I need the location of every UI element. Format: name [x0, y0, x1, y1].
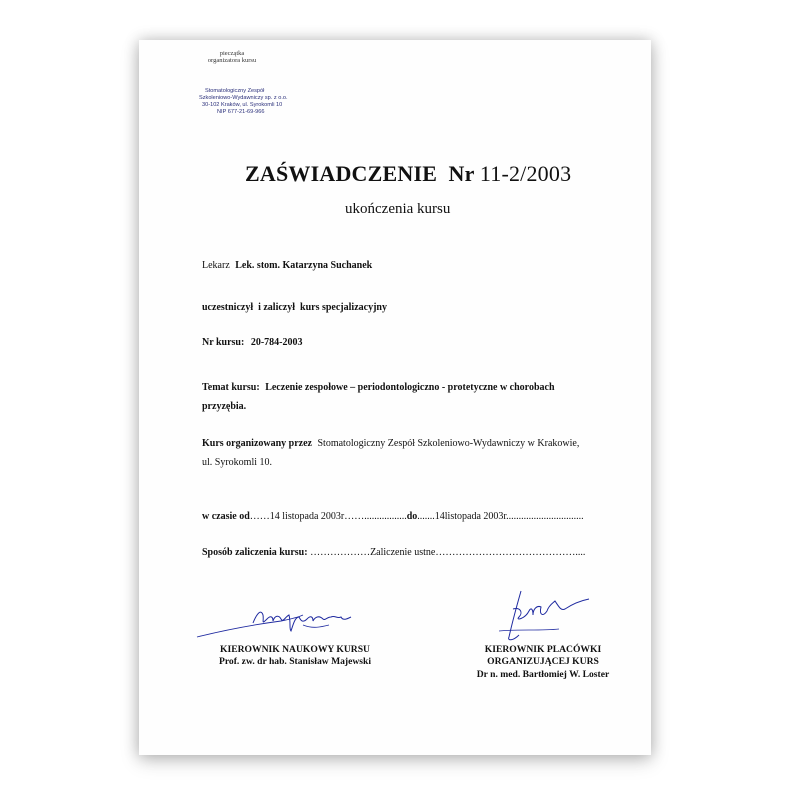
course-period-line [202, 511, 584, 522]
completion-value: Zaliczenie ustne [370, 547, 436, 558]
certificate-page [139, 40, 651, 755]
period-end-date: 14listopada 2003r [434, 511, 507, 522]
course-topic-line1: Leczenie zespołowe – periodontologiczno - protetyczne w chorobach [265, 382, 555, 393]
course-number-label: Nr kursu: [202, 337, 245, 348]
right-signatory-name: Dr n. med. Bartłomiej W. Loster [476, 668, 610, 680]
stamp-line: Stomatologiczny Zespół [205, 88, 265, 94]
left-signatory-name: Prof. zw. dr hab. Stanisław Majewski [218, 656, 372, 668]
stamp-hint-line: organizatora kursu [207, 57, 257, 65]
completion-dots: ……………… [310, 547, 371, 558]
organizer-label: Kurs organizowany przez [202, 438, 312, 449]
recipient-prefix: Lekarz [202, 260, 230, 271]
left-signature [191, 595, 391, 645]
period-dots: ....... [417, 511, 435, 522]
course-number-line [202, 337, 303, 348]
left-signatory [195, 644, 395, 669]
document-subtitle: ukończenia kursu [345, 201, 451, 217]
stamp-line: NIP 677-21-69-966 [217, 109, 265, 116]
stamp-hint [187, 50, 277, 65]
recipient-line [202, 260, 372, 271]
right-signatory-title: ORGANIZUJĄCEJ KURS [487, 656, 599, 668]
period-label: w czasie od [202, 511, 250, 522]
organizer-line2: ul. Syrokomli 10. [202, 457, 273, 468]
company-stamp [199, 88, 288, 117]
stamp-line: 30-102 Kraków, ul. Syrokomli 10 [202, 102, 283, 109]
period-start-date: 14 listopada 2003r [269, 511, 345, 522]
stamp-line: Szkoleniowo-Wydawniczy sp. z o.o. [199, 95, 288, 102]
course-topic [202, 378, 555, 416]
left-signatory-title: KIEROWNIK NAUKOWY KURSU [220, 644, 370, 655]
participation-statement: uczestniczył i zaliczył kurs specjalizacyjny [202, 302, 387, 313]
completion-label: Sposób zaliczenia kursu: [202, 547, 308, 558]
completion-method-line [202, 547, 585, 558]
course-organizer [202, 434, 579, 472]
right-signature [469, 585, 619, 645]
course-number-value: 20-784-2003 [250, 337, 303, 348]
right-signatory-title: KIEROWNIK PLACÓWKI [484, 644, 602, 655]
course-topic-label: Temat kursu: [202, 382, 260, 393]
document-title [245, 161, 571, 187]
period-to-label: do [406, 511, 418, 522]
title-label: ZAŚWIADCZENIE Nr [245, 161, 475, 186]
stamp-hint-line: pieczątka [219, 50, 245, 57]
right-signatory [443, 644, 643, 681]
certificate-number: 11-2/2003 [479, 161, 572, 186]
recipient-name: Lek. stom. Katarzyna Suchanek [235, 260, 373, 271]
completion-dots: …………………………………….... [435, 547, 586, 558]
course-topic-line2: przyzębia. [202, 401, 247, 412]
organizer-line1: Stomatologiczny Zespół Szkoleniowo-Wydawniczy w Krakowie, [317, 438, 580, 449]
period-dots: …… [249, 511, 270, 522]
period-dots: ............................... [506, 511, 584, 522]
period-dots: ……................. [344, 511, 407, 522]
